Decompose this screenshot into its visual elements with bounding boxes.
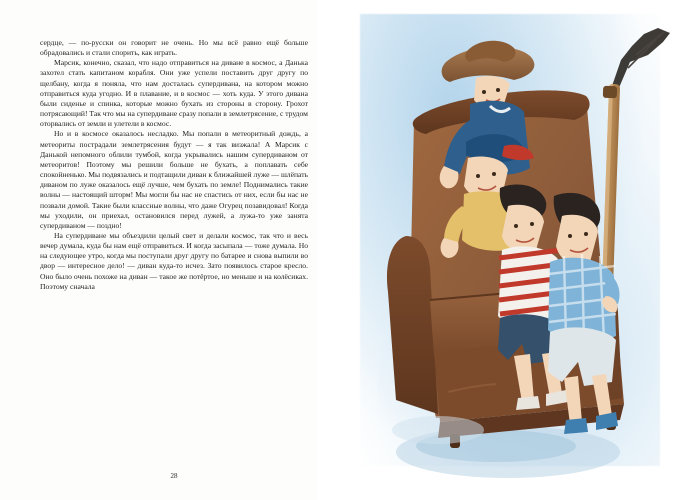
illustration bbox=[318, 0, 689, 500]
broom-ferrule bbox=[603, 86, 617, 98]
eye bbox=[568, 234, 572, 238]
foreground-haze bbox=[392, 416, 484, 444]
shoe bbox=[516, 396, 540, 410]
shoe bbox=[564, 418, 588, 434]
paragraph: На супердиване мы объездили целый свет и делали космос, так что и весь вечер думала, куда бы нам ещё отправиться. И когда засыпала — тоже думала. Но на следующее утро, когда мы поступали друг другу по батарее и снова выпили во двор — интересное дело! — диван куда-то исчез. Зато появилось старое кресло. Оно было очень похоже на диван — такое же потёртое, но меньше и на колёсиках. Поэтому сначала bbox=[40, 230, 308, 291]
eye bbox=[496, 88, 500, 92]
text-column bbox=[40, 38, 308, 292]
page-number: 28 bbox=[170, 472, 178, 480]
eye bbox=[514, 224, 518, 228]
eye bbox=[476, 174, 480, 178]
eye bbox=[492, 172, 496, 176]
eye bbox=[530, 222, 534, 226]
eye bbox=[584, 232, 588, 236]
illustration-artwork bbox=[318, 0, 689, 500]
broom-bristles bbox=[612, 28, 670, 90]
paragraph: Марсик, конечно, сказал, что надо отправиться на диване в космос, а Данька захотел стать капитаном корабля. Они уже успели поставить друг другу по щелбану, когда я поняла, что нам досталась супердивана, на котором можно отправиться куда угодно. И в плавание, и в космос — хоть куда. У этого дивана были сиденье и спинка, которые можно бухать из стороны в сторону. Грохот потрясающий! Так что мы на супердиване сразу попали в землетрясение, с трудом оторвались от земли и улетели в космос. bbox=[40, 58, 308, 129]
paragraph: Но и в космосе оказалось несладко. Мы попали в метеоритный дождь, а метеориты пострадали землетрясения будут — я так визжала! А Марсик с Данькой непомного облили тумбой, когда укрывались нашим супердиваном от метеоритов! Поэтому мы решили больше не бухать, а поплавать себе спокойненько. Мы подвязались и подтащили диван к ближайшей луже — шлёпать диваном по луже оказалось ещё лучше, чем бухать по земле! Поднимались такие волны — настоящий шторм! Мы могли бы нас не спастись от них, если бы нас не позвали домой. Такие были классные волны, что даже Огурец позавидовал! Когда мы уходили, он приехал, остановился перед лужей, а лужа-то уже занята супердиваном — поздно! bbox=[40, 129, 308, 230]
paragraph: сердце, — по-русски он говорит не очень. Но мы всё равно ещё больше обрадовались и стали спорить, как играть. bbox=[40, 38, 308, 58]
eye bbox=[482, 90, 486, 94]
